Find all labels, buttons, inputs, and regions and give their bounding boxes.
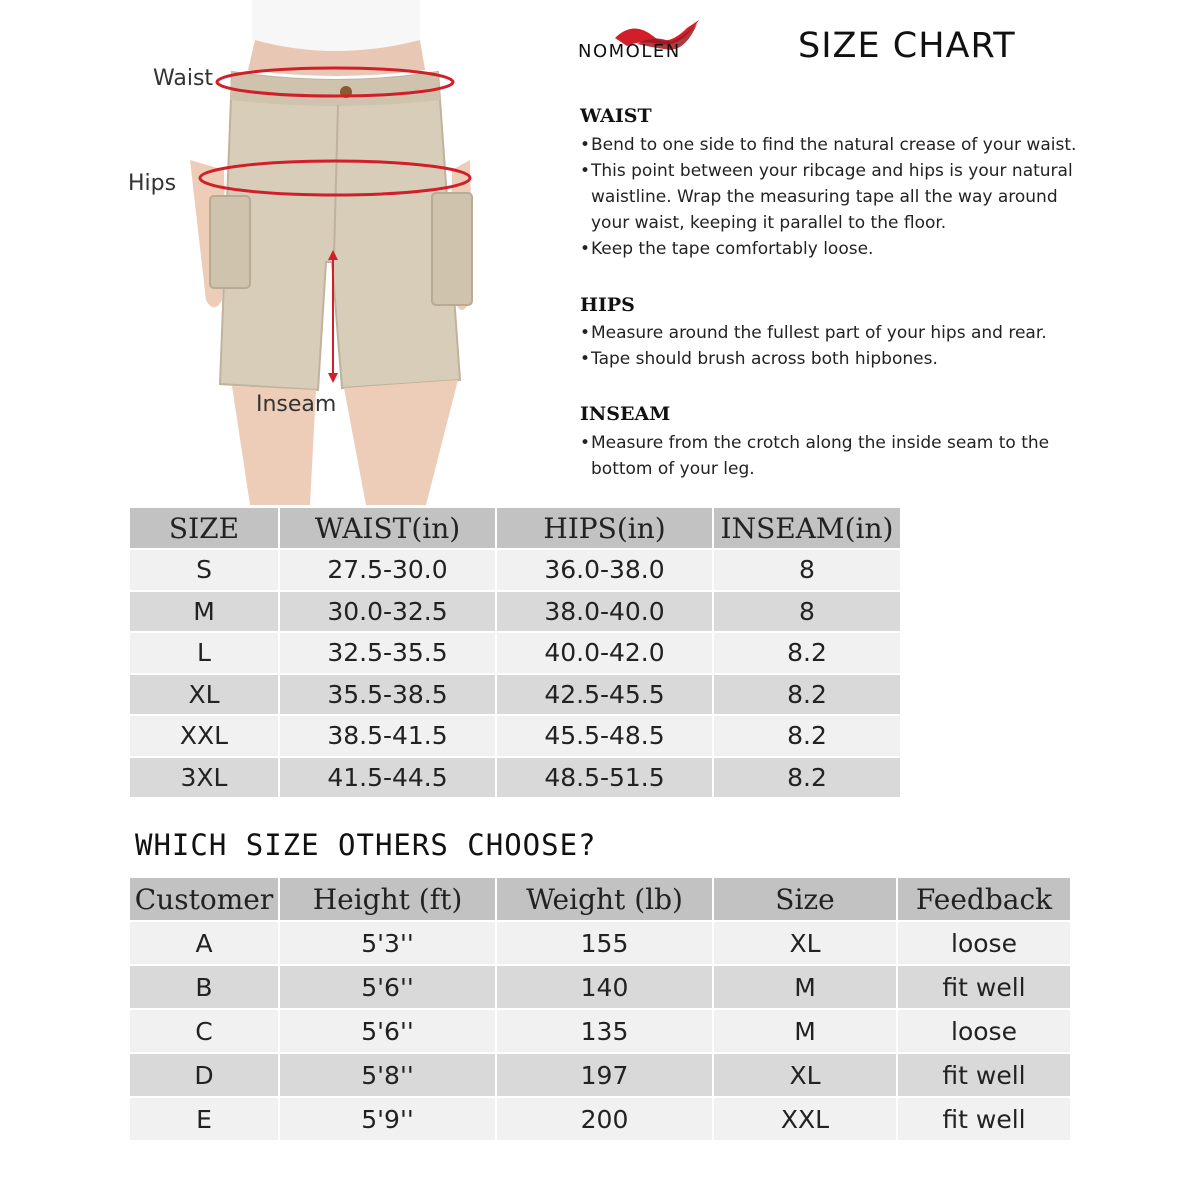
table-cell: A (130, 922, 280, 966)
column-header: INSEAM(in) (714, 508, 900, 550)
table-cell: fit well (898, 966, 1070, 1010)
table-cell: M (130, 592, 280, 634)
table-cell: XL (714, 922, 898, 966)
table-cell: E (130, 1098, 280, 1142)
waist-bullet: • This point between your ribcage and hips is your natural waistline. Wrap the measuring tape all the way around your waist, keeping it parallel to the floor. (580, 158, 1100, 236)
customer-feedback-table (130, 878, 1070, 1142)
waist-bullet: • Keep the tape comfortably loose. (580, 236, 1100, 262)
column-header: SIZE (130, 508, 280, 550)
table-cell: C (130, 1010, 280, 1054)
inseam-instructions (580, 430, 1100, 482)
table-cell: 5'9'' (280, 1098, 497, 1142)
table-cell: 8.2 (714, 716, 900, 758)
inseam-section-title: INSEAM (580, 403, 671, 425)
table-row (130, 758, 900, 800)
table-cell: 197 (497, 1054, 714, 1098)
table-cell: 8.2 (714, 675, 900, 717)
table-cell: fit well (898, 1054, 1070, 1098)
left-cargo-pocket (210, 196, 250, 288)
table-cell: M (714, 966, 898, 1010)
table-cell: 45.5-48.5 (497, 716, 714, 758)
hips-instructions (580, 320, 1100, 372)
table-cell: M (714, 1010, 898, 1054)
column-header: Feedback (898, 878, 1070, 922)
khaki-shorts (220, 72, 460, 390)
table-cell: 27.5-30.0 (280, 550, 497, 592)
table-cell: S (130, 550, 280, 592)
table-cell: loose (898, 922, 1070, 966)
table-cell: XL (130, 675, 280, 717)
size-table-header (130, 508, 900, 550)
table-cell: 140 (497, 966, 714, 1010)
table-cell: 8 (714, 550, 900, 592)
others-section-title: WHICH SIZE OTHERS CHOOSE? (135, 828, 597, 862)
table-cell: L (130, 633, 280, 675)
table-cell: 41.5-44.5 (280, 758, 497, 800)
right-leg (344, 380, 458, 505)
column-header: Customer (130, 878, 280, 922)
column-header: Size (714, 878, 898, 922)
table-row (130, 675, 900, 717)
inseam-bullet: • Measure from the crotch along the inside seam to the bottom of your leg. (580, 430, 1100, 482)
table-cell: 35.5-38.5 (280, 675, 497, 717)
brand-name: NOMOLEN (578, 41, 681, 62)
table-cell: fit well (898, 1098, 1070, 1142)
table-row (130, 633, 900, 675)
table-cell: 30.0-32.5 (280, 592, 497, 634)
waist-label: Waist (153, 66, 214, 91)
table-cell: 38.0-40.0 (497, 592, 714, 634)
column-header: WAIST(in) (280, 508, 497, 550)
table-cell: 5'3'' (280, 922, 497, 966)
table-cell: 5'8'' (280, 1054, 497, 1098)
size-table (130, 508, 900, 799)
waist-section-title: WAIST (580, 105, 652, 127)
table-cell: 42.5-45.5 (497, 675, 714, 717)
table-row (130, 592, 900, 634)
waist-bullet: • Bend to one side to find the natural crease of your waist. (580, 132, 1100, 158)
hips-bullet: • Measure around the fullest part of your hips and rear. (580, 320, 1100, 346)
table-cell: 8.2 (714, 758, 900, 800)
table-cell: 48.5-51.5 (497, 758, 714, 800)
table-row (130, 966, 1070, 1010)
page-title: SIZE CHART (798, 26, 1016, 66)
hips-section-title: HIPS (580, 294, 635, 316)
table-cell: XXL (130, 716, 280, 758)
table-row (130, 1010, 1070, 1054)
table-cell: 32.5-35.5 (280, 633, 497, 675)
table-cell: 155 (497, 922, 714, 966)
table-row (130, 1098, 1070, 1142)
table-cell: XXL (714, 1098, 898, 1142)
table-cell: 40.0-42.0 (497, 633, 714, 675)
table-cell: 135 (497, 1010, 714, 1054)
table-row (130, 1054, 1070, 1098)
table-row (130, 716, 900, 758)
table-cell: 8.2 (714, 633, 900, 675)
waist-instructions (580, 132, 1100, 262)
waistband (230, 72, 440, 106)
inseam-label: Inseam (256, 392, 337, 417)
right-cargo-pocket (432, 193, 472, 305)
hips-bullet: • Tape should brush across both hipbones. (580, 346, 1100, 372)
hips-label: Hips (128, 171, 177, 196)
table-cell: 5'6'' (280, 966, 497, 1010)
feedback-table-header (130, 878, 1070, 922)
table-cell: loose (898, 1010, 1070, 1054)
table-cell: 3XL (130, 758, 280, 800)
table-cell: B (130, 966, 280, 1010)
table-cell: XL (714, 1054, 898, 1098)
table-cell: 200 (497, 1098, 714, 1142)
column-header: Weight (lb) (497, 878, 714, 922)
table-cell: 8 (714, 592, 900, 634)
table-cell: 38.5-41.5 (280, 716, 497, 758)
column-header: HIPS(in) (497, 508, 714, 550)
table-row (130, 550, 900, 592)
table-cell: 36.0-38.0 (497, 550, 714, 592)
table-row (130, 922, 1070, 966)
white-top (252, 0, 420, 51)
column-header: Height (ft) (280, 878, 497, 922)
table-cell: D (130, 1054, 280, 1098)
table-cell: 5'6'' (280, 1010, 497, 1054)
